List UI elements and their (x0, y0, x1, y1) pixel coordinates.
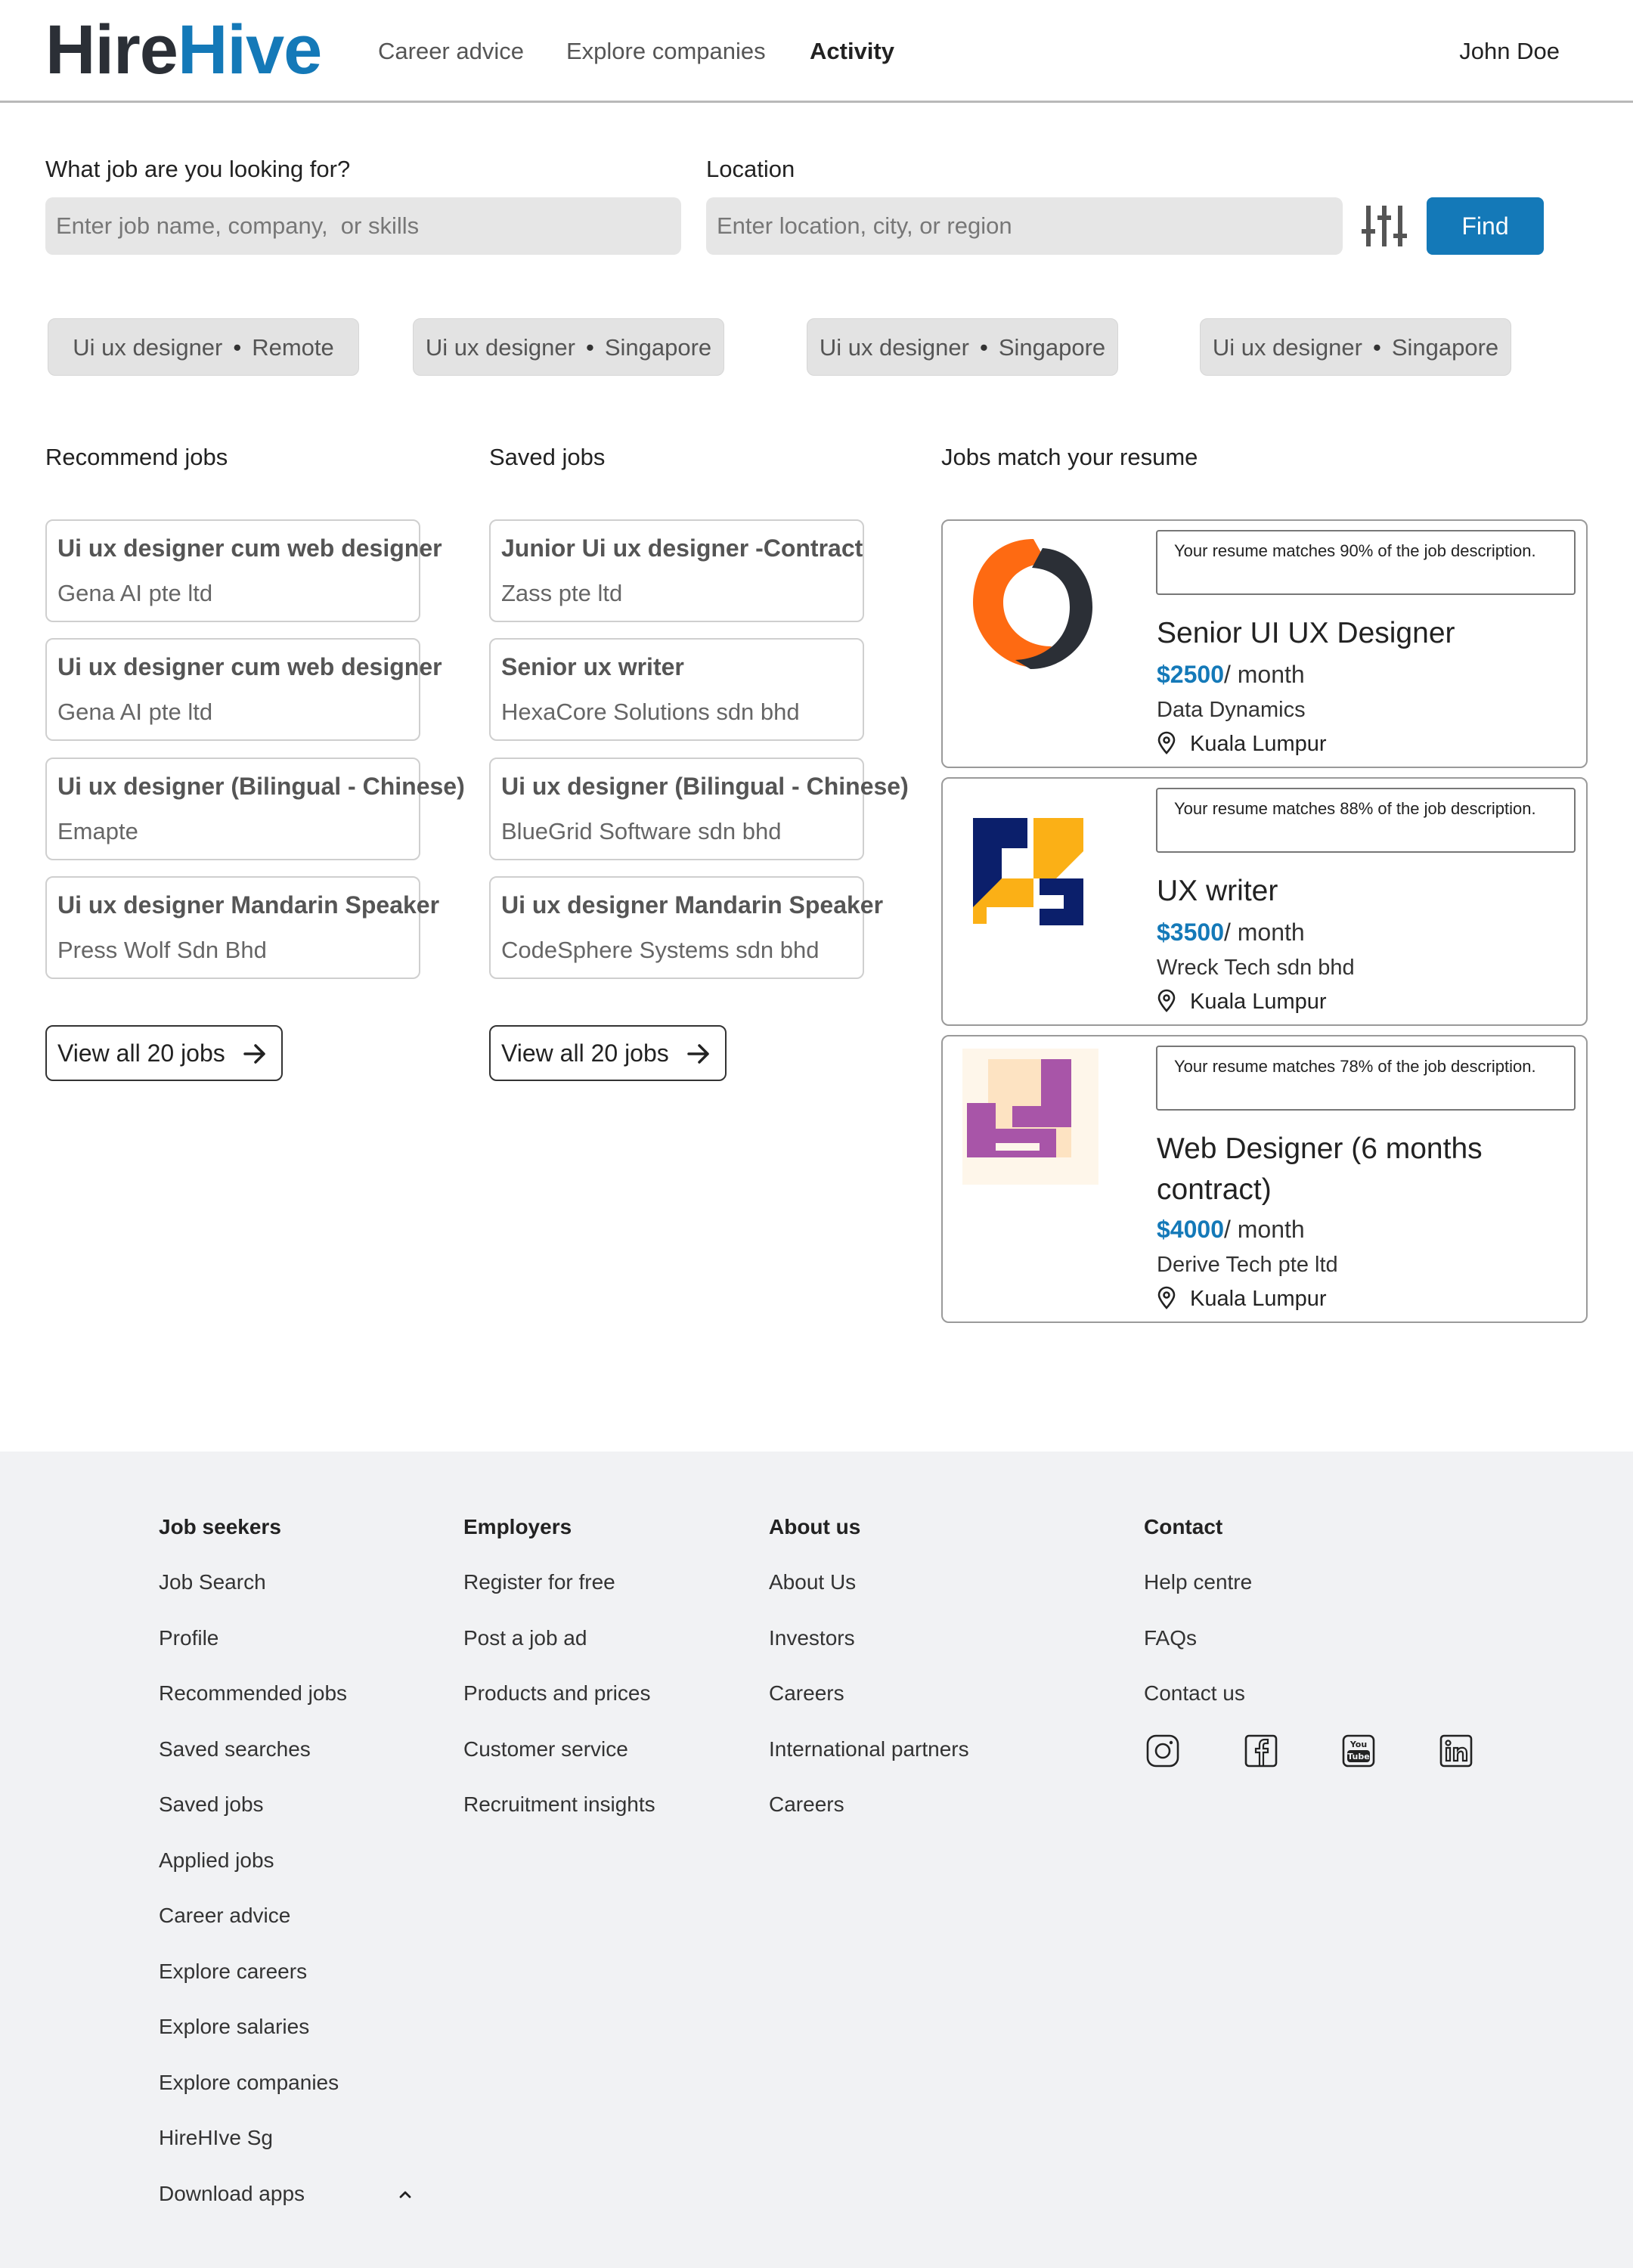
recommended-jobs-title: Recommend jobs (45, 444, 228, 470)
footer-link[interactable]: Recommended jobs (159, 1681, 348, 1705)
job-company: BlueGrid Software sdn bhd (501, 818, 782, 844)
recent-search-chip[interactable] (48, 318, 359, 376)
location-pin-icon (1157, 732, 1176, 754)
chip-term: Ui ux designer (819, 334, 969, 361)
nav-explore-companies[interactable]: Explore companies (566, 38, 766, 64)
footer-link[interactable]: Saved jobs (159, 1792, 264, 1816)
linkedin-icon[interactable] (1438, 1733, 1474, 1769)
hirehive-logo[interactable] (45, 12, 321, 88)
footer-link[interactable]: Explore salaries (159, 2015, 310, 2038)
saved-jobs-title: Saved jobs (489, 444, 606, 470)
logo-text-hire: Hire (45, 11, 178, 88)
chip-location: Singapore (998, 334, 1106, 361)
location-input[interactable] (706, 197, 1343, 255)
match-job-title: Senior UI UX Designer (1157, 617, 1455, 649)
recommended-job-card[interactable] (45, 758, 465, 860)
salary-period: / month (1223, 661, 1305, 688)
job-title: Ui ux designer cum web designer (57, 534, 442, 562)
recent-search-chip[interactable] (807, 318, 1118, 376)
footer-link[interactable]: Products and prices (463, 1681, 651, 1705)
nav-activity[interactable]: Activity (810, 38, 894, 64)
dot-separator: • (585, 334, 594, 361)
footer-link[interactable]: About Us (769, 1570, 857, 1594)
match-salary (1157, 1214, 1305, 1244)
job-title: Ui ux designer Mandarin Speaker (57, 891, 440, 919)
view-all-label: View all 20 jobs (57, 1040, 225, 1067)
chevron-up-icon[interactable] (395, 2183, 416, 2204)
footer-link[interactable]: Careers (769, 1792, 844, 1816)
job-company: Zass pte ltd (501, 580, 623, 606)
footer-link[interactable]: Careers (769, 1681, 844, 1705)
resume-match-card[interactable] (941, 777, 1588, 1026)
job-title: Ui ux designer cum web designer (57, 653, 442, 680)
footer-link[interactable]: Profile (159, 1626, 219, 1650)
match-percentage-badge: Your resume matches 78% of the job description. (1156, 1046, 1576, 1111)
job-title: Senior ux writer (501, 653, 684, 680)
footer-link[interactable]: Post a job ad (463, 1626, 587, 1650)
view-all-label: View all 20 jobs (501, 1040, 669, 1067)
footer-link[interactable]: Help centre (1144, 1570, 1253, 1594)
footer-link[interactable]: Applied jobs (159, 1848, 274, 1872)
dot-separator: • (1372, 334, 1381, 361)
footer-link[interactable]: Register for free (463, 1570, 615, 1594)
job-title: Ui ux designer (Bilingual - Chinese) (57, 773, 465, 800)
location-label: Location (706, 156, 795, 182)
company-logo (958, 533, 1102, 677)
match-job-title: Web Designer (6 months contract) (1157, 1132, 1483, 1206)
salary-amount: $2500 (1157, 661, 1224, 688)
footer-link[interactable]: International partners (769, 1737, 969, 1761)
match-company: Data Dynamics (1157, 698, 1306, 722)
resume-match-card[interactable] (941, 1035, 1588, 1323)
match-company: Wreck Tech sdn bhd (1157, 956, 1355, 980)
match-location (1157, 730, 1327, 758)
footer-link[interactable]: HireHIve Sg (159, 2126, 273, 2149)
job-company: Press Wolf Sdn Bhd (57, 937, 267, 963)
match-percentage-badge: Your resume matches 90% of the job description. (1156, 530, 1576, 595)
match-job-title: UX writer (1157, 875, 1278, 907)
company-logo (958, 1044, 1102, 1188)
arrow-right-icon (242, 1041, 268, 1067)
location-text: Kuala Lumpur (1190, 732, 1327, 756)
footer-link[interactable]: Saved searches (159, 1737, 311, 1761)
match-company: Derive Tech pte ltd (1157, 1253, 1338, 1277)
instagram-icon[interactable] (1145, 1733, 1181, 1769)
svg-text:You: You (1349, 1740, 1368, 1749)
dot-separator: • (979, 334, 988, 361)
chip-location: Singapore (1391, 334, 1499, 361)
match-salary (1157, 659, 1305, 689)
recommended-job-card[interactable] (45, 638, 442, 741)
company-logo (958, 795, 1102, 939)
location-text: Kuala Lumpur (1190, 1287, 1327, 1311)
salary-period: / month (1223, 1216, 1305, 1243)
chip-location: Singapore (604, 334, 712, 361)
filter-sliders-icon[interactable] (1361, 203, 1408, 249)
job-title: Junior Ui ux designer -Contract (501, 534, 863, 562)
footer-link[interactable]: Explore companies (159, 2071, 339, 2094)
chip-term: Ui ux designer (425, 334, 575, 361)
recent-search-chip[interactable] (1200, 318, 1511, 376)
footer-link[interactable]: Investors (769, 1626, 855, 1650)
job-title: Ui ux designer (Bilingual - Chinese) (501, 773, 909, 800)
chip-term: Ui ux designer (1212, 334, 1362, 361)
footer-link[interactable]: Contact us (1144, 1681, 1245, 1705)
top-nav-bar (0, 0, 1633, 103)
chip-location: Remote (252, 334, 334, 361)
saved-job-card[interactable] (489, 638, 864, 741)
resume-match-title: Jobs match your resume (941, 444, 1198, 470)
footer-link[interactable]: Customer service (463, 1737, 628, 1761)
recommended-job-card[interactable] (45, 519, 442, 622)
arrow-right-icon (686, 1041, 711, 1067)
location-text: Kuala Lumpur (1190, 990, 1327, 1014)
location-pin-icon (1157, 1287, 1176, 1309)
recent-search-chip[interactable] (413, 318, 724, 376)
find-button[interactable]: Find (1427, 197, 1544, 255)
footer-link[interactable]: Career advice (159, 1904, 291, 1927)
salary-amount: $4000 (1157, 1216, 1224, 1243)
svg-text:Tube: Tube (1347, 1752, 1370, 1761)
nav-career-advice[interactable]: Career advice (378, 38, 524, 64)
location-pin-icon (1157, 990, 1176, 1012)
chip-term: Ui ux designer (73, 334, 223, 361)
job-company: HexaCore Solutions sdn bhd (501, 699, 800, 725)
match-salary (1157, 917, 1305, 947)
footer-link[interactable]: Explore careers (159, 1960, 308, 1983)
footer-heading-job-seekers: Job seekers (159, 1515, 281, 1538)
salary-amount: $3500 (1157, 919, 1224, 946)
match-location (1157, 988, 1327, 1015)
job-title: Ui ux designer Mandarin Speaker (501, 891, 884, 919)
footer-link-download-apps[interactable]: Download apps (159, 2182, 305, 2205)
match-percentage-badge: Your resume matches 88% of the job description. (1156, 788, 1576, 853)
footer-link[interactable]: Recruitment insights (463, 1792, 655, 1816)
job-search-label: What job are you looking for? (45, 156, 351, 182)
view-all-saved-button[interactable] (489, 1025, 727, 1081)
footer-heading-employers: Employers (463, 1515, 572, 1538)
view-all-recommended-button[interactable] (45, 1025, 283, 1081)
job-company: Emapte (57, 818, 138, 844)
dot-separator: • (233, 334, 242, 361)
footer-link[interactable]: FAQs (1144, 1626, 1198, 1650)
footer-link[interactable]: Job Search (159, 1570, 266, 1594)
youtube-icon[interactable] (1340, 1733, 1377, 1769)
user-menu[interactable]: John Doe (1459, 38, 1560, 64)
job-company: Gena AI pte ltd (57, 699, 213, 725)
match-location (1157, 1285, 1327, 1312)
saved-job-card[interactable] (489, 758, 909, 860)
footer-heading-contact: Contact (1144, 1515, 1223, 1538)
footer-heading-about-us: About us (769, 1515, 861, 1538)
resume-match-card[interactable] (941, 519, 1588, 768)
job-search-input[interactable] (45, 197, 681, 255)
job-company: Gena AI pte ltd (57, 580, 213, 606)
job-company: CodeSphere Systems sdn bhd (501, 937, 820, 963)
recommended-job-card[interactable] (45, 876, 440, 979)
facebook-icon[interactable] (1243, 1733, 1279, 1769)
saved-job-card[interactable] (489, 519, 864, 622)
salary-period: / month (1223, 919, 1305, 946)
saved-job-card[interactable] (489, 876, 884, 979)
logo-text-hive: Hive (177, 11, 322, 88)
